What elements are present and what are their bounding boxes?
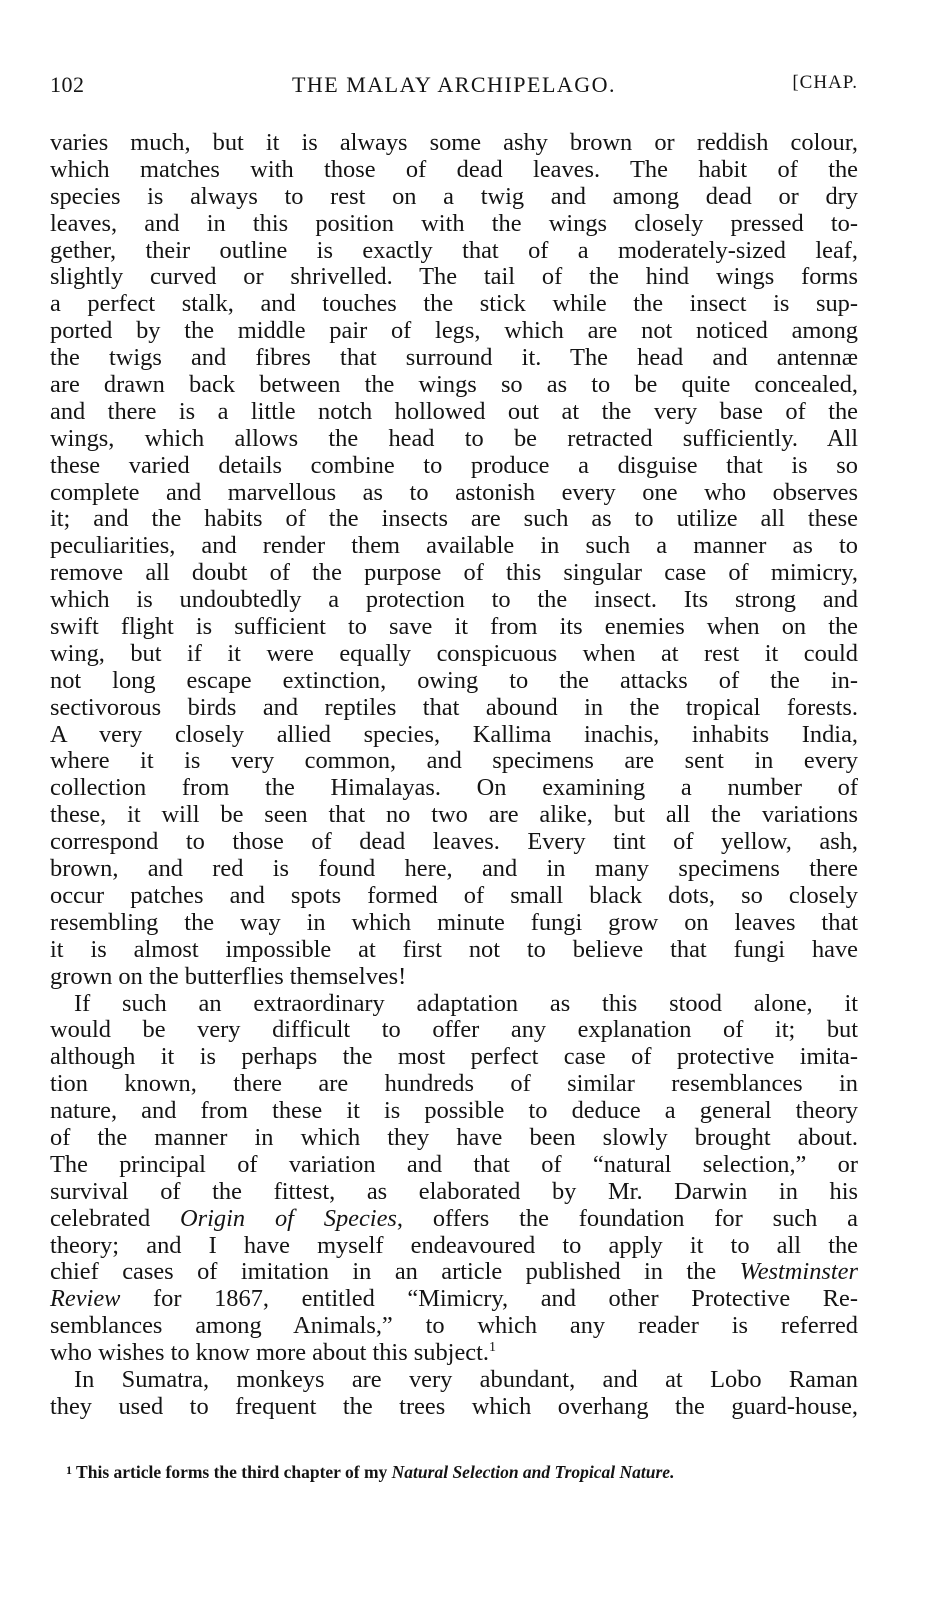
text-line: a perfect stalk, and touches the stick while the insect is sup- (50, 290, 858, 318)
footnote (66, 1462, 858, 1483)
chapter-marker: [CHAP. (792, 72, 858, 93)
running-head (50, 72, 858, 102)
text-line: they used to frequent the trees which overhang the guard-house, (50, 1392, 858, 1420)
text-run: chief cases of imitation in an article published in the (50, 1258, 740, 1286)
text-line: peculiarities, and render them available in such a manner as to (50, 532, 858, 560)
footnote-reference: 1 (488, 1340, 496, 1356)
text-run: who wishes to know more about this subject. (50, 1339, 489, 1367)
text-line: collection from the Himalayas. On examining a number of (50, 774, 858, 802)
text-line: The principal of variation and that of “natural selection,” or (50, 1150, 858, 1178)
text-line: brown, and red is found here, and in many specimens there (50, 855, 858, 883)
text-line (50, 1340, 858, 1367)
text-line: which is undoubtedly a protection to the insect. Its strong and (50, 586, 858, 614)
text-line: wing, but if it were equally conspicuous when at rest it could (50, 639, 858, 667)
text-line: would be very difficult to offer any explanation of it; but (50, 1016, 858, 1044)
text-line: nature, and from these it is possible to deduce a general theory (50, 1097, 858, 1125)
text-line: A very closely allied species, Kallima inachis, inhabits India, (50, 720, 858, 748)
text-line (50, 1286, 858, 1313)
body-text (50, 130, 858, 1421)
text-line: these varied details combine to produce a disguise that is so (50, 451, 858, 479)
footnote-marker: 1 (66, 1463, 72, 1477)
page-number: 102 (50, 72, 85, 97)
text-run: for 1867, entitled “Mimicry, and other Protective Re- (120, 1285, 858, 1313)
text-line: it; and the habits of the insects are such as to utilize all these (50, 505, 858, 533)
italic-journal-title: Westminster (739, 1258, 858, 1286)
text-line: tion known, there are hundreds of similar resemblances in (50, 1070, 858, 1098)
book-title: THE MALAY ARCHIPELAGO. (291, 72, 617, 97)
text-line: where it is very common, and specimens are sent in every (50, 747, 858, 775)
text-line: swift flight is sufficient to save it from its enemies when on the (50, 613, 858, 641)
text-line: resembling the way in which minute fungi grow on leaves that (50, 908, 858, 936)
text-line: remove all doubt of the purpose of this singular case of mimicry, (50, 559, 858, 587)
text-line: sectivorous birds and reptiles that abound in the tropical forests. (50, 693, 858, 721)
italic-book-title: Origin of Species (180, 1204, 397, 1232)
text-line: are drawn back between the wings so as to be quite concealed, (50, 371, 858, 399)
text-line: it is almost impossible at first not to believe that fungi have (50, 935, 858, 963)
text-line: semblances among Animals,” to which any reader is referred (50, 1312, 858, 1340)
text-line: gether, their outline is exactly that of a moderately-sized leaf, (50, 236, 858, 264)
text-line: species is always to rest on a twig and among dead or dry (50, 182, 858, 210)
text-line: these, it will be seen that no two are alike, but all the variations (50, 801, 858, 829)
text-line: ported by the middle pair of legs, which are not noticed among (50, 317, 858, 345)
text-line: although it is perhaps the most perfect case of protective imita- (50, 1043, 858, 1071)
text-line: leaves, and in this position with the wings closely pressed to- (50, 209, 858, 237)
text-line: theory; and I have myself endeavoured to apply it to all the (50, 1231, 858, 1259)
text-line: the twigs and fibres that surround it. The head and antennæ (50, 344, 858, 372)
text-line: varies much, but it is always some ashy brown or reddish colour, (50, 129, 858, 156)
text-line: of the manner in which they have been slowly brought about. (50, 1123, 858, 1151)
footnote-text: This article forms the third chapter of my (72, 1462, 392, 1482)
text-run: , offers the foundation for such a (396, 1204, 858, 1232)
paragraph-start-line: In Sumatra, monkeys are very abundant, and at Lobo Raman (74, 1365, 858, 1393)
text-run: celebrated (50, 1204, 181, 1232)
text-line: grown on the butterflies themselves! (50, 962, 407, 990)
text-line: correspond to those of dead leaves. Every tint of yellow, ash, (50, 828, 858, 856)
text-line: not long escape extinction, owing to the attacks of the in- (50, 666, 858, 694)
text-line: and there is a little notch hollowed out at the very base of the (50, 397, 858, 425)
text-line (50, 1206, 858, 1233)
text-line: occur patches and spots formed of small black dots, so closely (50, 881, 858, 909)
text-line (50, 1259, 858, 1286)
text-line: which matches with those of dead leaves. The habit of the (50, 155, 858, 183)
italic-journal-title: Review (50, 1285, 121, 1313)
text-line: slightly curved or shrivelled. The tail of the hind wings forms (50, 263, 858, 291)
paragraph-start-line: If such an extraordinary adaptation as this stood alone, it (74, 989, 858, 1017)
footnote-book-title: Natural Selection and Tropical Nature. (391, 1462, 675, 1482)
text-line: wings, which allows the head to be retracted sufficiently. All (50, 424, 858, 452)
text-line: complete and marvellous as to astonish every one who observes (50, 478, 858, 506)
text-line: survival of the fittest, as elaborated by Mr. Darwin in his (50, 1177, 858, 1205)
